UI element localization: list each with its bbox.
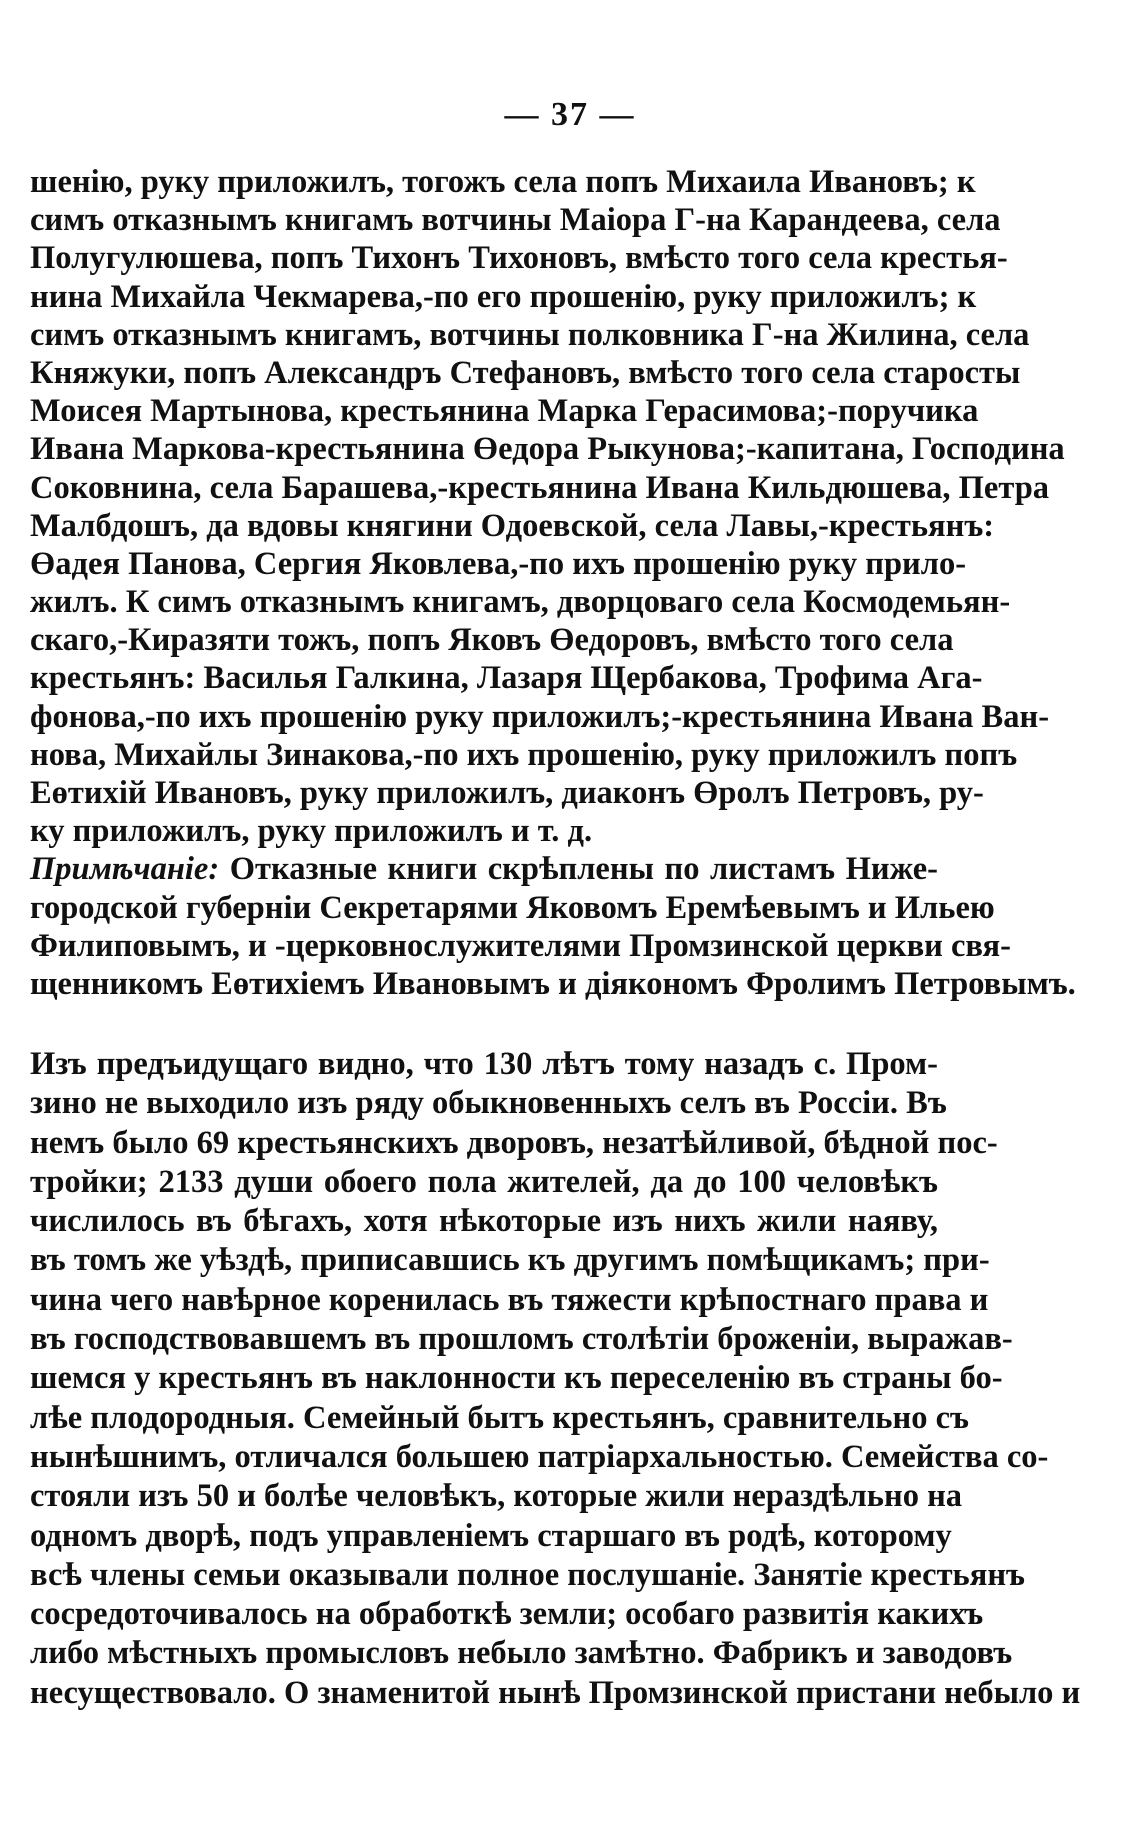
text-line: стояли изъ 50 и болѣе человѣкъ, которые жили нераздѣльно на — [30, 1478, 963, 1515]
note-line: городской губерніи Секретарями Яковомъ Еремѣевымъ и Ильею — [30, 889, 995, 926]
note-first-line — [30, 850, 938, 888]
text-line: тройки; 2133 души обоего пола жителей, да до 100 человѣкъ — [30, 1163, 938, 1200]
text-line: Еөтихій Ивановъ, руку приложилъ, диаконъ Өролъ Петровъ, ру- — [30, 775, 984, 811]
text-block-deed — [30, 163, 1076, 1003]
text-line: фонова,-по ихъ прошенію руку приложилъ;-крестьянина Ивана Ван- — [30, 698, 1050, 735]
text-line: въ томъ же уѣздѣ, приписавшись къ другимъ помѣщикамъ; при- — [30, 1242, 990, 1279]
text-line: одномъ дворѣ, подъ управленіемъ старшаго въ родѣ, которому — [30, 1517, 952, 1554]
text-line: чина чего навѣрное коренилась въ тяжести крѣпостнаго права и — [30, 1281, 989, 1318]
text-line: Изъ предъидущаго видно, что 130 лѣтъ тому назадъ с. Пром- — [30, 1046, 938, 1082]
text-line: зино не выходило изъ ряду обыкновенныхъ селъ въ Россіи. Въ — [30, 1085, 947, 1122]
text-line: лѣе плодородныя. Семейный бытъ крестьянъ, сравнительно съ — [30, 1399, 969, 1436]
note-label: Примѣчаніе: — [30, 851, 220, 888]
text-line: нина Михайла Чекмарева,-по его прошенію, руку приложилъ; к — [30, 278, 977, 315]
text-line: Ивана Маркова-крестьянина Өедора Рыкунова;-капитана, Господина — [30, 431, 1065, 468]
note-line: Филиповымъ, и -церковнослужителями Промзинской церкви свя- — [30, 927, 1011, 964]
text-line: либо мѣстныхъ промысловъ небыло замѣтно. Фабрикъ и заводовъ — [30, 1635, 1013, 1672]
text-line: шенію, руку приложилъ, тогожъ села попъ Михаила Ивановъ; к — [30, 164, 976, 200]
text-line: Княжуки, попъ Александръ Стефановъ, вмѣсто того села старосты — [30, 354, 1021, 391]
note-text: Отказные книги скрѣплены по листамъ Ниже- — [219, 851, 938, 888]
text-line: жилъ. К симъ отказнымъ книгамъ, дворцоваго села Космодемьян- — [30, 584, 1011, 621]
text-line: шемся у крестьянъ въ наклонности къ переселенію въ страны бо- — [30, 1360, 1003, 1397]
text-line: симъ отказнымъ книгамъ, вотчины полковника Г-на Жилина, села — [30, 316, 1030, 353]
text-line: скаго,-Киразяти тожъ, попъ Яковъ Өедоровъ, вмѣсто того села — [30, 622, 954, 659]
text-line: числилось въ бѣгахъ, хотя нѣкоторые изъ нихъ жили наяву, — [30, 1203, 938, 1240]
text-line: Өадея Панова, Сергия Яковлева,-по ихъ прошенію руку прило- — [30, 545, 967, 582]
text-line: нынѣшнимъ, отличался большею патріархальностью. Семейства со- — [30, 1438, 1049, 1475]
text-line: сосредоточивалось на обработкѣ земли; особаго развитія какихъ — [30, 1596, 984, 1633]
text-line: Малбдошъ, да вдовы княгини Одоевской, села Лавы,-крестьянъ: — [30, 507, 995, 544]
note-line: щенникомъ Еөтихіемъ Ивановымъ и діякономъ Фролимъ Петровымъ. — [30, 965, 1076, 1002]
text-line: Соковнина, села Барашева,-крестьянина Ивана Кильдюшева, Петра — [30, 469, 1050, 506]
text-line: въ господствовавшемъ въ прошломъ столѣтіи броженіи, выражав- — [30, 1321, 1013, 1358]
text-line: симъ отказнымъ книгамъ вотчины Маіора Г-на Карандеева, села — [30, 202, 1001, 239]
text-block-narrative — [30, 1045, 1081, 1713]
text-line: Моисея Мартынова, крестьянина Марка Герасимова;-поручика — [30, 393, 979, 430]
text-line: ку приложилъ, руку приложилъ и т. д. — [30, 813, 593, 850]
text-line: нова, Михайлы Зинакова,-по ихъ прошенію, руку приложилъ попъ — [30, 736, 1018, 773]
text-line: немъ было 69 крестьянскихъ дворовъ, незатѣйливой, бѣдной пос- — [30, 1124, 998, 1161]
text-line: Полугулюшева, попъ Тихонъ Тихоновъ, вмѣсто того села крестья- — [30, 240, 1008, 277]
text-line: крестьянъ: Василья Галкина, Лазаря Щербакова, Трофима Ага- — [30, 660, 983, 697]
text-line: всѣ члены семьи оказывали полное послушаніе. Занятіе крестьянъ — [30, 1556, 1025, 1593]
page-number: — 37 — — [504, 96, 636, 133]
text-line: несуществовало. О знаменитой нынѣ Промзинской пристани небыло и — [30, 1674, 1081, 1711]
